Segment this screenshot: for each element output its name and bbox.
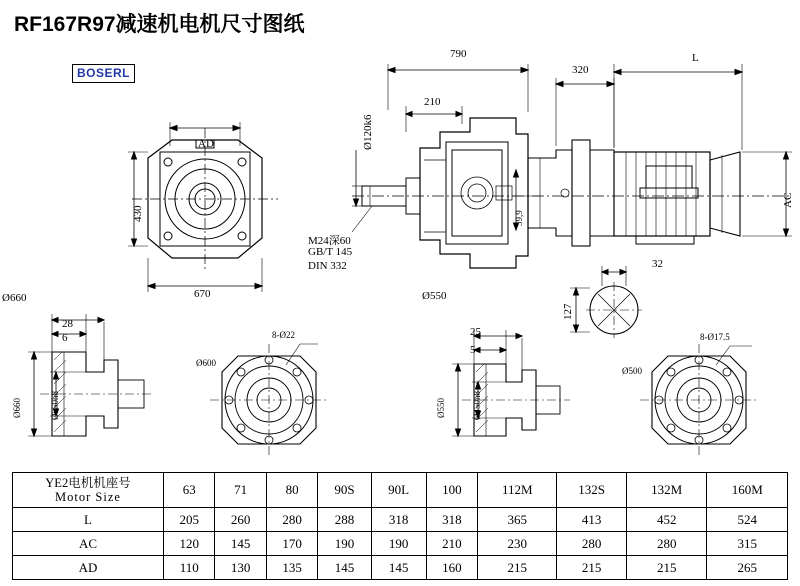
cell-AC-1: 145 xyxy=(215,532,266,556)
dim-5: 5 xyxy=(470,344,476,356)
table-col-3: 90S xyxy=(318,473,371,508)
cell-AC-9: 315 xyxy=(707,532,788,556)
cell-L-8: 452 xyxy=(626,508,706,532)
dim-AC: AC xyxy=(782,192,794,208)
table-col-0: 63 xyxy=(164,473,215,508)
dim-AD-front: AD xyxy=(198,138,214,150)
cell-AD-5: 160 xyxy=(426,556,477,580)
cell-AD-7: 215 xyxy=(557,556,627,580)
table-col-8: 132M xyxy=(626,473,706,508)
dim-d450h8: Ø450h8 xyxy=(472,391,482,420)
cell-L-4: 318 xyxy=(371,508,426,532)
dim-670: 670 xyxy=(194,288,211,300)
row-label-AC: AC xyxy=(13,532,164,556)
dim-L: L xyxy=(692,52,699,64)
dim-320: 320 xyxy=(572,64,589,76)
note-thread-m24: M24深60 xyxy=(308,235,351,247)
cell-AC-0: 120 xyxy=(164,532,215,556)
cell-L-5: 318 xyxy=(426,508,477,532)
table-row xyxy=(13,508,788,532)
cell-AD-1: 130 xyxy=(215,556,266,580)
dim-8xd22: 8-Ø22 xyxy=(272,330,295,340)
cell-L-2: 280 xyxy=(266,508,317,532)
cell-L-0: 205 xyxy=(164,508,215,532)
table-header-label xyxy=(13,473,164,508)
cell-AC-5: 210 xyxy=(426,532,477,556)
table-col-5: 100 xyxy=(426,473,477,508)
dim-8xd17-5: 8-Ø17.5 xyxy=(700,332,730,342)
row-label-AD: AD xyxy=(13,556,164,580)
label-d550-mid: Ø550 xyxy=(422,290,447,302)
cell-L-3: 288 xyxy=(318,508,371,532)
table-col-4: 90L xyxy=(371,473,426,508)
cell-AD-3: 145 xyxy=(318,556,371,580)
dim-d600: Ø600 xyxy=(196,358,216,368)
cell-AC-8: 280 xyxy=(626,532,706,556)
table-row xyxy=(13,556,788,580)
header-label-en: Motor Size xyxy=(55,490,121,504)
dim-d660: Ø660 xyxy=(12,398,22,418)
cell-AC-6: 230 xyxy=(478,532,557,556)
dim-32: 32 xyxy=(652,258,663,270)
dim-d550-right: Ø550 xyxy=(436,398,446,418)
dim-210: 210 xyxy=(424,96,441,108)
header-label-cn: YE2电机机座号 xyxy=(45,475,131,490)
table-col-9: 160M xyxy=(707,473,788,508)
table-col-6: 112M xyxy=(478,473,557,508)
table-row xyxy=(13,532,788,556)
cell-L-1: 260 xyxy=(215,508,266,532)
table-col-2: 80 xyxy=(266,473,317,508)
brand-logo: BOSERL xyxy=(72,64,135,83)
cell-AC-7: 280 xyxy=(557,532,627,556)
cell-AD-9: 265 xyxy=(707,556,788,580)
cell-AD-8: 215 xyxy=(626,556,706,580)
page-title: RF167R97减速机电机尺寸图纸 xyxy=(14,13,305,36)
cell-AD-4: 145 xyxy=(371,556,426,580)
dim-790: 790 xyxy=(450,48,467,60)
table-header-row xyxy=(13,473,788,508)
table-col-7: 132S xyxy=(557,473,627,508)
note-din332: DIN 332 xyxy=(308,260,347,272)
dim-25: 25 xyxy=(470,326,481,338)
dim-127: 127 xyxy=(562,303,574,320)
cell-L-6: 365 xyxy=(478,508,557,532)
dim-6: 6 xyxy=(62,332,68,344)
dim-d500: Ø500 xyxy=(622,366,642,376)
dim-d550h8: Ø550h8 xyxy=(50,391,60,420)
cell-AD-2: 135 xyxy=(266,556,317,580)
cell-L-7: 413 xyxy=(557,508,627,532)
label-d660-left: Ø660 xyxy=(2,292,27,304)
cell-L-9: 524 xyxy=(707,508,788,532)
table-col-1: 71 xyxy=(215,473,266,508)
cell-AC-4: 190 xyxy=(371,532,426,556)
motor-size-table xyxy=(12,472,788,580)
cell-AD-0: 110 xyxy=(164,556,215,580)
cell-AC-2: 170 xyxy=(266,532,317,556)
dim-430: 430 xyxy=(132,205,144,222)
dim-59-9: 59,9 xyxy=(514,210,524,226)
note-gbt145: GB/T 145 xyxy=(308,246,353,258)
cell-AC-3: 190 xyxy=(318,532,371,556)
cell-AD-6: 215 xyxy=(478,556,557,580)
dim-28: 28 xyxy=(62,318,73,330)
dim-d120k6: Ø120k6 xyxy=(362,114,374,150)
row-label-L: L xyxy=(13,508,164,532)
